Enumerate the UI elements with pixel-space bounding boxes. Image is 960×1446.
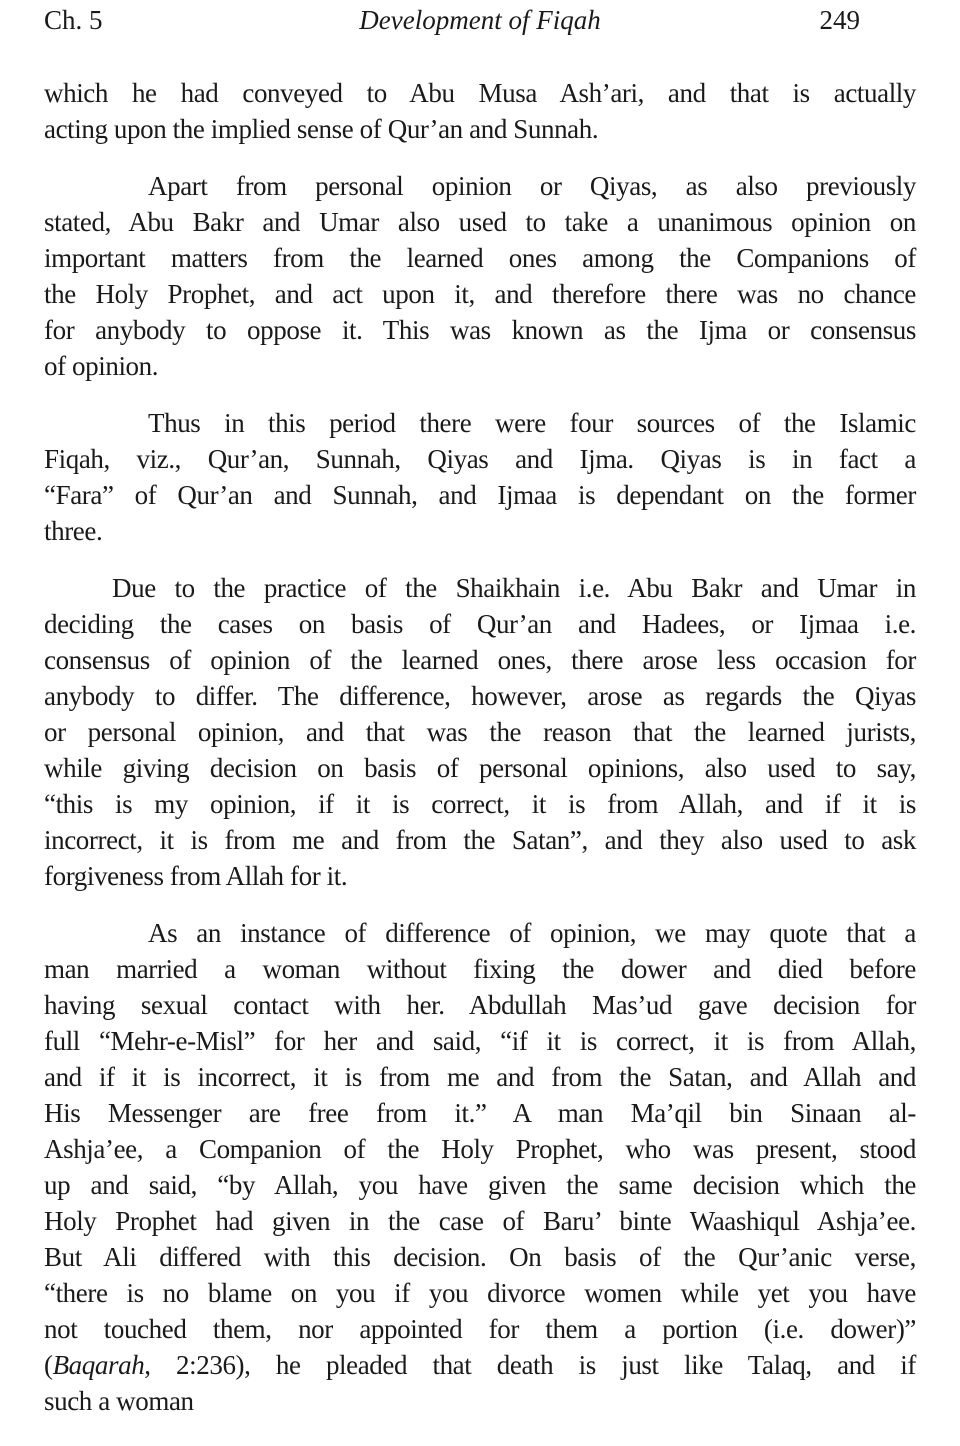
text-line: the Holy Prophet, and act upon it, and therefore there was no chance: [44, 279, 916, 309]
text-line: incorrect, it is from me and from the Satan”, and they also used to ask: [44, 825, 916, 855]
text-line: As an instance of difference of opinion, we may quote that a: [148, 918, 916, 948]
text-segment: (: [44, 1350, 53, 1380]
text-line: anybody to differ. The difference, however, arose as regards the Qiyas: [44, 681, 916, 711]
running-header: [44, 2, 916, 38]
paragraph: [44, 75, 916, 147]
text-line: which he had conveyed to Abu Musa Ash’ari, and that is actually: [44, 78, 916, 108]
text-line: “this is my opinion, if it is correct, it is from Allah, and if it is: [44, 789, 916, 819]
text-line: having sexual contact with her. Abdullah Mas’ud gave decision for: [44, 990, 916, 1020]
running-title: Development of Fiqah: [359, 5, 601, 35]
text-line: acting upon the implied sense of Qur’an and Sunnah.: [44, 114, 599, 144]
text-line: man married a woman without fixing the dower and died before: [44, 954, 916, 984]
text-line: forgiveness from Allah for it.: [44, 861, 348, 891]
text-line: deciding the cases on basis of Qur’an and Hadees, or Ijmaa i.e.: [44, 609, 916, 639]
chapter-label: Ch. 5: [44, 5, 103, 35]
text-line: three.: [44, 516, 103, 546]
text-line: Holy Prophet had given in the case of Baru’ binte Waashiqul Ashja’ee.: [44, 1206, 916, 1236]
text-line: Due to the practice of the Shaikhain i.e. Abu Bakr and Umar in: [112, 573, 916, 603]
text-line: His Messenger are free from it.” A man Ma’qil bin Sinaan al-: [44, 1098, 916, 1128]
text-line: Apart from personal opinion or Qiyas, as also previously: [148, 171, 916, 201]
text-line: Fiqah, viz., Qur’an, Sunnah, Qiyas and Ijma. Qiyas is in fact a: [44, 444, 916, 474]
text-segment: , 2:236), he pleaded that death is just like Talaq, and if: [144, 1350, 916, 1380]
text-line: But Ali differed with this decision. On basis of the Qur’anic verse,: [44, 1242, 916, 1272]
paragraph: [44, 168, 916, 384]
citation-italic: Baqarah: [52, 1350, 145, 1380]
text-line: of opinion.: [44, 351, 159, 381]
paragraph: [44, 405, 916, 549]
text-line: full “Mehr-e-Misl” for her and said, “if it is correct, it is from Allah,: [44, 1026, 916, 1056]
text-line: and if it is incorrect, it is from me and from the Satan, and Allah and: [44, 1062, 916, 1092]
text-line: Thus in this period there were four sources of the Islamic: [148, 408, 916, 438]
text-line: such a woman: [44, 1386, 194, 1416]
text-line: Ashja’ee, a Companion of the Holy Prophet, who was present, stood: [44, 1134, 916, 1164]
paragraph: [44, 915, 916, 1419]
page-number: 249: [819, 5, 860, 35]
text-line: “there is no blame on you if you divorce women while yet you have: [44, 1278, 916, 1308]
text-line: or personal opinion, and that was the reason that the learned jurists,: [44, 717, 916, 747]
text-line: up and said, “by Allah, you have given the same decision which the: [44, 1170, 916, 1200]
text-line: important matters from the learned ones among the Companions of: [44, 243, 916, 273]
text-line: for anybody to oppose it. This was known as the Ijma or consensus: [44, 315, 916, 345]
text-line: not touched them, nor appointed for them a portion (i.e. dower)”: [44, 1314, 916, 1344]
text-line: stated, Abu Bakr and Umar also used to take a unanimous opinion on: [44, 207, 916, 237]
text-line: while giving decision on basis of personal opinions, also used to say,: [44, 753, 916, 783]
paragraph: [44, 570, 916, 894]
text-line: [44, 1347, 916, 1383]
page-body: [44, 75, 916, 1440]
text-line: “Fara” of Qur’an and Sunnah, and Ijmaa is dependant on the former: [44, 480, 916, 510]
text-line: consensus of opinion of the learned ones, there arose less occasion for: [44, 645, 916, 675]
